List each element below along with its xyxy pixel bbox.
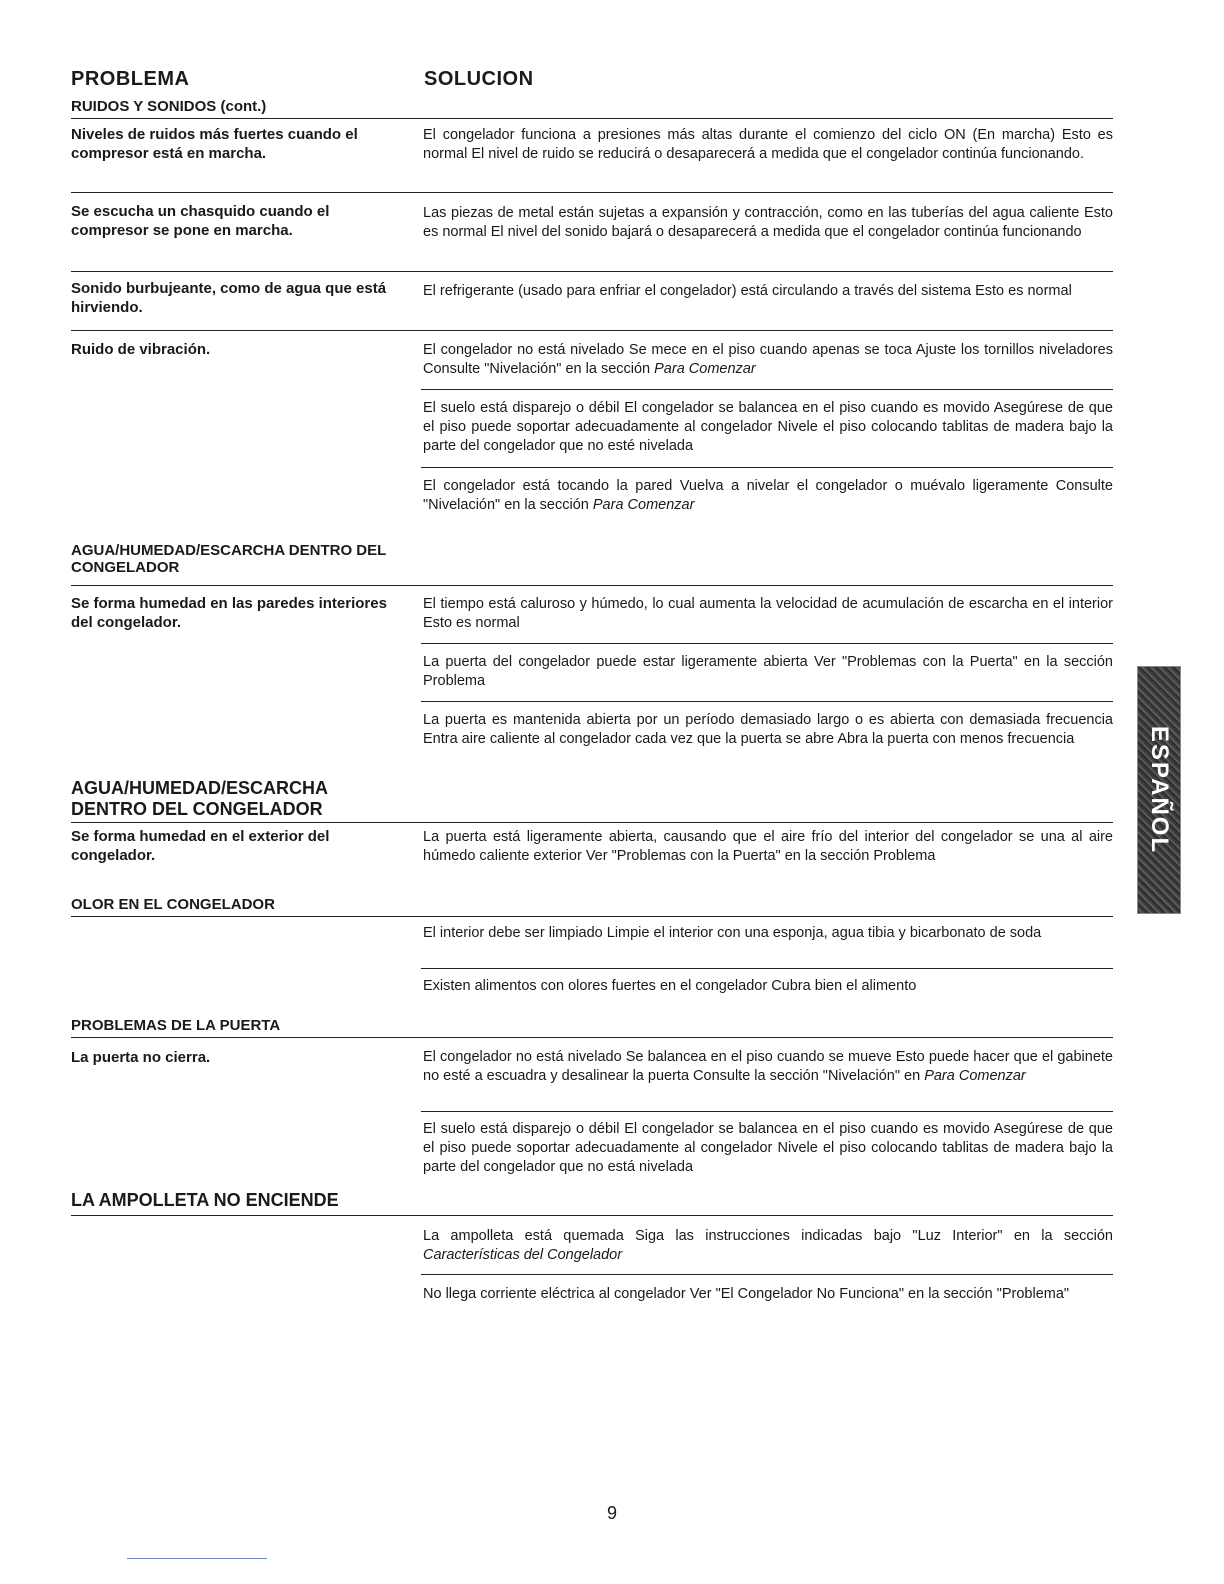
- solution-moisture-walls-1: El tiempo está caluroso y húmedo, lo cual aumenta la velocidad de acumulación de escarcha en el interior Esto es normal: [423, 596, 1113, 631]
- section-heading-moisture-inside: AGUA/HUMEDAD/ESCARCHA DENTRO DEL CONGELADOR: [71, 542, 387, 577]
- divider: [71, 1037, 1113, 1038]
- divider: [127, 1558, 267, 1559]
- divider: [71, 916, 1113, 917]
- divider: [421, 467, 1113, 468]
- solution-vibration-1: El congelador no está nivelado Se mece en el piso cuando apenas se toca Ajuste los tornillos niveladores Consulte "Nivelación" en la sección Para Comenzar: [423, 342, 1113, 377]
- page-number: 9: [606, 1503, 617, 1523]
- section-heading-door: PROBLEMAS DE LA PUERTA: [71, 1017, 281, 1034]
- solution-odor-2: Existen alimentos con olores fuertes en el congelador Cubra bien el alimento: [423, 978, 917, 994]
- divider: [71, 585, 1113, 586]
- solution-click: Las piezas de metal están sujetas a expansión y contracción, como en las tuberías del agua caliente Esto es normal El nivel del sonido bajará o desaparecerá a medida que el congelador continúa funcionando: [423, 205, 1113, 240]
- divider: [71, 271, 1113, 272]
- language-side-tab: ESPAÑOL: [1137, 666, 1181, 914]
- section-heading-moisture-outside: AGUA/HUMEDAD/ESCARCHA DENTRO DEL CONGELADOR: [71, 778, 328, 819]
- divider: [421, 643, 1113, 644]
- problem-door-not-closing: La puerta no cierra.: [71, 1049, 211, 1066]
- solution-bulb-1: La ampolleta está quemada Siga las instrucciones indicadas bajo "Luz Interior" en la sección Características del Congelador: [423, 1228, 1113, 1263]
- problem-moisture-exterior: Se forma humedad en el exterior del congelador.: [71, 828, 330, 864]
- solution-column-header: SOLUCION: [424, 68, 534, 90]
- section-heading-odor: OLOR EN EL CONGELADOR: [71, 896, 275, 913]
- solution-bulb-2: No llega corriente eléctrica al congelador Ver "El Congelador No Funciona" en la sección "Problema": [423, 1286, 1070, 1302]
- solution-loud-noise: El congelador funciona a presiones más altas durante el comienzo del ciclo ON (En marcha) Esto es normal El nivel de ruido se reducirá o desaparecerá a medida que el congelador continúa funcionando.: [423, 127, 1113, 162]
- solution-vibration-3: El congelador está tocando la pared Vuelva a nivelar el congelador o muévalo ligeramente Consulte "Nivelación" en la sección Para Comenzar: [423, 478, 1113, 513]
- solution-odor-1: El interior debe ser limpiado Limpie el interior con una esponja, agua tibia y bicarbonato de soda: [423, 925, 1042, 941]
- solution-door-1: El congelador no está nivelado Se balancea en el piso cuando se mueve Esto puede hacer que el gabinete no esté a escuadra y desalinear la puerta Consulte la sección "Nivelación" en Para Comenzar: [423, 1049, 1113, 1084]
- solution-bubbling: El refrigerante (usado para enfriar el congelador) está circulando a través del sistema Esto es normal: [423, 283, 1072, 299]
- divider: [71, 330, 1113, 331]
- divider: [421, 389, 1113, 390]
- divider: [71, 1215, 1113, 1216]
- divider: [71, 822, 1113, 823]
- problem-moisture-walls: Se forma humedad en las paredes interiores del congelador.: [71, 595, 387, 631]
- problem-vibration: Ruido de vibración.: [71, 341, 211, 358]
- solution-vibration-2: El suelo está disparejo o débil El congelador se balancea en el piso cuando es movido Asegúrese de que el piso puede soportar adecuadamente al congelador Nivele el piso colocando tablitas de madera bajo la parte del congelador que no esté nivelada: [423, 400, 1113, 454]
- divider: [421, 1274, 1113, 1275]
- divider: [421, 1111, 1113, 1112]
- divider: [71, 118, 1113, 119]
- solution-moisture-walls-2: La puerta del congelador puede estar ligeramente abierta Ver "Problemas con la Puerta" en la sección Problema: [423, 654, 1113, 689]
- solution-door-2: El suelo está disparejo o débil El congelador se balancea en el piso cuando es movido Asegúrese de que el piso puede soportar adecuadamente al congelador Nivele el piso colocando tablitas de madera bajo la parte del congelador que no está nivelada: [423, 1121, 1113, 1175]
- solution-moisture-exterior: La puerta está ligeramente abierta, causando que el aire frío del interior del congelador se una al aire húmedo caliente exterior Ver "Problemas con la Puerta" en la sección Problema: [423, 829, 1113, 864]
- problem-bubbling: Sonido burbujeante, como de agua que está hirviendo.: [71, 280, 387, 316]
- problem-click: Se escucha un chasquido cuando el compresor se pone en marcha.: [71, 203, 330, 239]
- solution-moisture-walls-3: La puerta es mantenida abierta por un período demasiado largo o es abierta con demasiada frecuencia Entra aire caliente al congelador cada vez que la puerta se abre Abra la puerta con menos frecuencia: [423, 712, 1113, 747]
- problem-loud-noise: Niveles de ruidos más fuertes cuando el compresor está en marcha.: [71, 126, 358, 162]
- section-heading-bulb: LA AMPOLLETA NO ENCIENDE: [71, 1190, 339, 1210]
- section-heading-noise: RUIDOS Y SONIDOS (cont.): [71, 98, 267, 115]
- problem-column-header: PROBLEMA: [71, 68, 190, 90]
- divider: [71, 192, 1113, 193]
- divider: [421, 968, 1113, 969]
- divider: [421, 701, 1113, 702]
